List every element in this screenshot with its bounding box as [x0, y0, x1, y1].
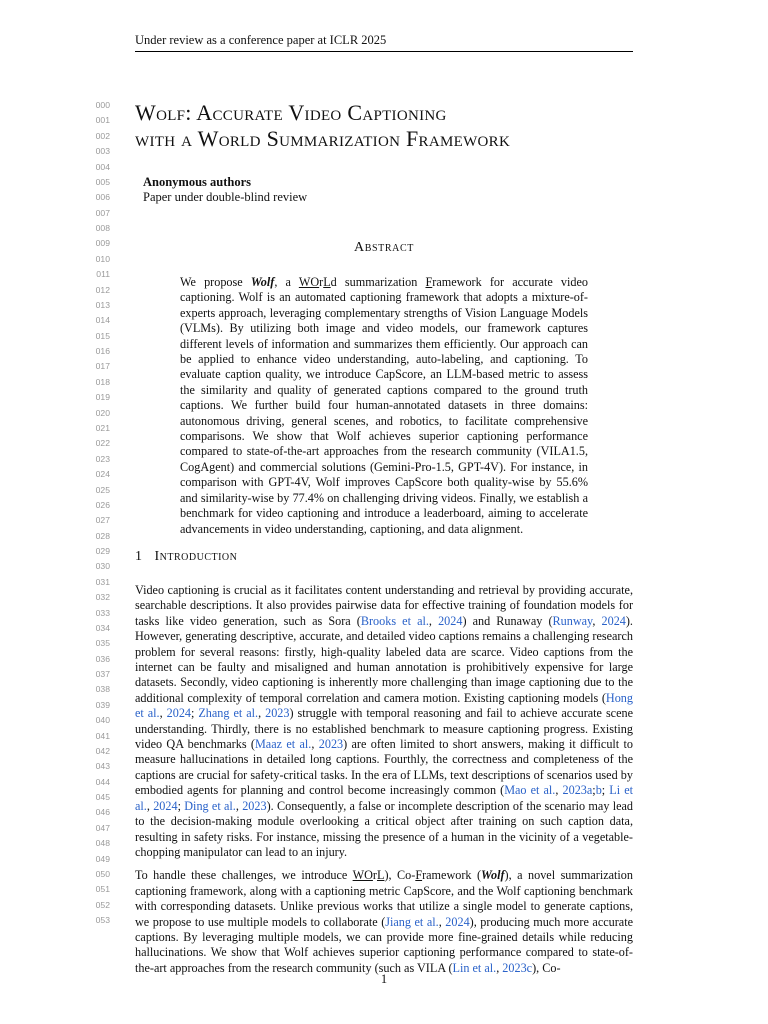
introduction-body	[135, 583, 633, 984]
citation-link[interactable]: Li et al.	[135, 783, 633, 813]
line-number: 000	[95, 100, 110, 110]
citation-link[interactable]: Hong et al.	[135, 690, 633, 721]
citation-link[interactable]: Brooks et al.	[360, 613, 429, 628]
wolf-name: Wolf	[481, 868, 505, 883]
citation-link[interactable]: 2024	[153, 798, 178, 813]
citation-link[interactable]: 2023	[265, 706, 290, 721]
citation-link[interactable]: 2024	[166, 706, 191, 721]
line-number: 017	[95, 361, 110, 372]
section-number: 1	[135, 549, 143, 564]
citation-link[interactable]: Maaz et al.	[254, 737, 312, 752]
intro-paragraph-1: Video captioning is crucial as it facilitates content understanding and retrieval by providing accurate, searchable descriptions. It also provides pairwise data for effective training of foundation models for tasks like video generation, such as Sora (Brooks et al., 2024) and Runaway (Runway, 2024). However, generating descriptive, accurate, and detailed video captions remains a challenging research problem for several reasons: firstly, high-quality labeled data are scarce. Video captions from the internet can be faulty and misaligned and human annotation is prohibitively expensive for large datasets. Secondly, video captioning is inherently more challenging than image captioning due to the additional complexity of temporal correlation and camera motion. Existing captioning models (Hong et al., 2024; Zhang et al., 2023) struggle with temporal reasoning and fail to achieve accurate scene understanding. Thirdly, there is no established benchmark to measure captioning progress. Existing video QA benchmarks (Maaz et al., 2023) are often limited to short answers, making it difficult to measure hallucinations in detailed long captions. Fourthly, the correctness and completeness of the captions are crucial for safety-critical tasks. In the era of LLMs, text descriptions of scenarios used by embodied agents for planning and control become increasingly common (Mao et al., 2023a;b; Li et al., 2024; Ding et al., 2023). Consequently, a false or incomplete description of the scenario may lead to the decision-making module overlooking a critical object after training on such caption data, resulting in safety risks. For instance, missing the presence of a human in the vicinity of a vegetable-chopping manipulator can lead to an injury.	[135, 583, 634, 859]
title-line-2: with a World Summarization Framework	[135, 126, 511, 151]
citation-link[interactable]: 2024	[438, 613, 463, 628]
line-number: 028	[95, 530, 110, 541]
line-number: 018	[95, 376, 110, 387]
line-number: 008	[95, 223, 110, 234]
intro-paragraph-2: To handle these challenges, we introduce WOrL), Co-Framework (Wolf), a novel summarization captioning framework, along with a captioning metric CapScore, and the Wolf captioning benchmark with corresponding datasets. Unlike previous works that utilize a single model to generate captions, we propose to use multiple models to collaborate (Jiang et al., 2024), producing much more accurate captions. By leveraging multiple models, we can provide more fine-grained details while reducing hallucinations. We show that Wolf achieves superior captioning performance compared to state-of-the-art approaches from the research community (such as VILA (Lin et al., 2023c), Co-	[135, 868, 633, 975]
line-number: 006	[95, 192, 110, 203]
citation-link[interactable]: Jiang et al.	[385, 914, 439, 929]
citation-link[interactable]: 2023	[318, 737, 344, 752]
line-number: 013	[95, 299, 110, 310]
line-number: 007	[95, 207, 110, 218]
line-number: 026	[95, 499, 110, 510]
quality-percent: 55.6%	[556, 475, 588, 490]
line-number: 004	[95, 161, 110, 172]
citation-link[interactable]: Zhang et al.	[198, 706, 259, 721]
abstract-heading: Abstract	[354, 240, 414, 255]
line-number: 051	[95, 884, 110, 895]
line-number: 046	[95, 807, 110, 818]
citation-link[interactable]: Lin et al.	[452, 960, 497, 975]
line-number: 042	[95, 745, 110, 756]
line-number: 047	[95, 822, 110, 833]
line-number: 045	[95, 792, 110, 803]
citation-link[interactable]: b	[595, 783, 602, 798]
page-number: 1	[380, 972, 388, 986]
line-number: 050	[95, 869, 110, 879]
line-number: 016	[95, 346, 110, 357]
line-number: 025	[95, 484, 110, 495]
line-number: 033	[95, 607, 110, 618]
wolf-name: Wolf	[250, 275, 275, 289]
author-block	[143, 175, 307, 205]
line-number: 023	[95, 453, 110, 464]
line-number: 053	[95, 915, 110, 926]
line-number: 002	[95, 130, 110, 141]
line-number: 022	[95, 438, 110, 449]
line-number: 014	[95, 315, 110, 326]
line-number: 010	[95, 253, 110, 264]
line-number: 052	[95, 899, 110, 910]
line-number: 031	[95, 576, 110, 587]
line-number: 049	[95, 853, 110, 864]
line-number: 035	[95, 638, 110, 649]
line-number: 027	[95, 515, 110, 526]
citation-link[interactable]: 2023a	[562, 783, 593, 798]
citation-link[interactable]: 2024	[601, 613, 626, 628]
line-number: 037	[95, 669, 110, 680]
line-number: 034	[95, 622, 110, 633]
line-number: 038	[95, 684, 110, 695]
line-number: 032	[95, 592, 110, 603]
line-number: 001	[95, 115, 110, 126]
paper-title	[135, 100, 695, 152]
line-number: 036	[95, 653, 110, 664]
line-number: 003	[95, 146, 110, 157]
line-number: 024	[95, 469, 110, 480]
line-number: 041	[95, 730, 110, 741]
citation-link[interactable]: Runway	[552, 613, 593, 628]
line-number: 029	[95, 546, 110, 557]
line-number: 030	[95, 561, 110, 572]
running-header: Under review as a conference paper at ICLR 2025	[135, 33, 633, 52]
line-number: 043	[95, 761, 110, 772]
section-title: Introduction	[154, 549, 238, 564]
line-number: 012	[95, 284, 110, 295]
citation-link[interactable]: 2023c	[502, 960, 533, 975]
citation-link[interactable]: 2023	[242, 798, 267, 813]
line-number: 021	[95, 422, 110, 433]
author-name: Anonymous authors	[143, 175, 252, 189]
line-number: 009	[95, 238, 110, 249]
line-number: 044	[95, 776, 110, 787]
line-number: 048	[95, 838, 110, 849]
citation-link[interactable]: Ding et al.	[184, 798, 236, 813]
line-number: 040	[95, 715, 110, 726]
similarity-percent: 77.4%	[292, 490, 325, 505]
line-number: 015	[95, 330, 110, 341]
line-number: 020	[95, 407, 110, 418]
citation-link[interactable]: Mao et al.	[504, 783, 556, 798]
line-number: 011	[96, 269, 110, 280]
section-heading	[135, 549, 237, 565]
citation-link[interactable]: 2024	[445, 914, 470, 929]
abstract-body: We propose Wolf, a WOrLd summarization Framework for accurate video captioning. Wolf is an automated captioning framework that adopts a mixture-of-experts approach, leveraging complementary strengths of Vision Language Models (VLMs). By utilizing both image and video models, our framework captures different levels of information and summarizes them efficiently. Our approach can be applied to enhance video understanding, auto-labeling, and captioning. To evaluate caption quality, we introduce CapScore, an LLM-based metric to assess the similarity and quality of generated captions compared to the ground truth captions. We further build four human-annotated datasets in three domains: autonomous driving, general scenes, and robotics, to facilitate comprehensive comparisons. We show that Wolf achieves superior captioning performance compared to state-of-the-art approaches from the research community (VILA1.5, CogAgent) and commercial solutions (Gemini-Pro-1.5, GPT-4V). For instance, in comparison with GPT-4V, Wolf improves CapScore both quality-wise by 55.6% and similarity-wise by 77.4% on challenging driving videos. Finally, we establish a benchmark for video captioning and introduce a leaderboard, aiming to accelerate advancements in video understanding, captioning, and data alignment.	[180, 275, 588, 536]
line-number: 039	[95, 699, 110, 710]
line-number: 005	[95, 176, 110, 187]
title-line-1: Wolf: Accurate Video Captioning	[135, 100, 447, 125]
line-number: 019	[95, 392, 110, 403]
review-note: Paper under double-blind review	[143, 190, 308, 204]
